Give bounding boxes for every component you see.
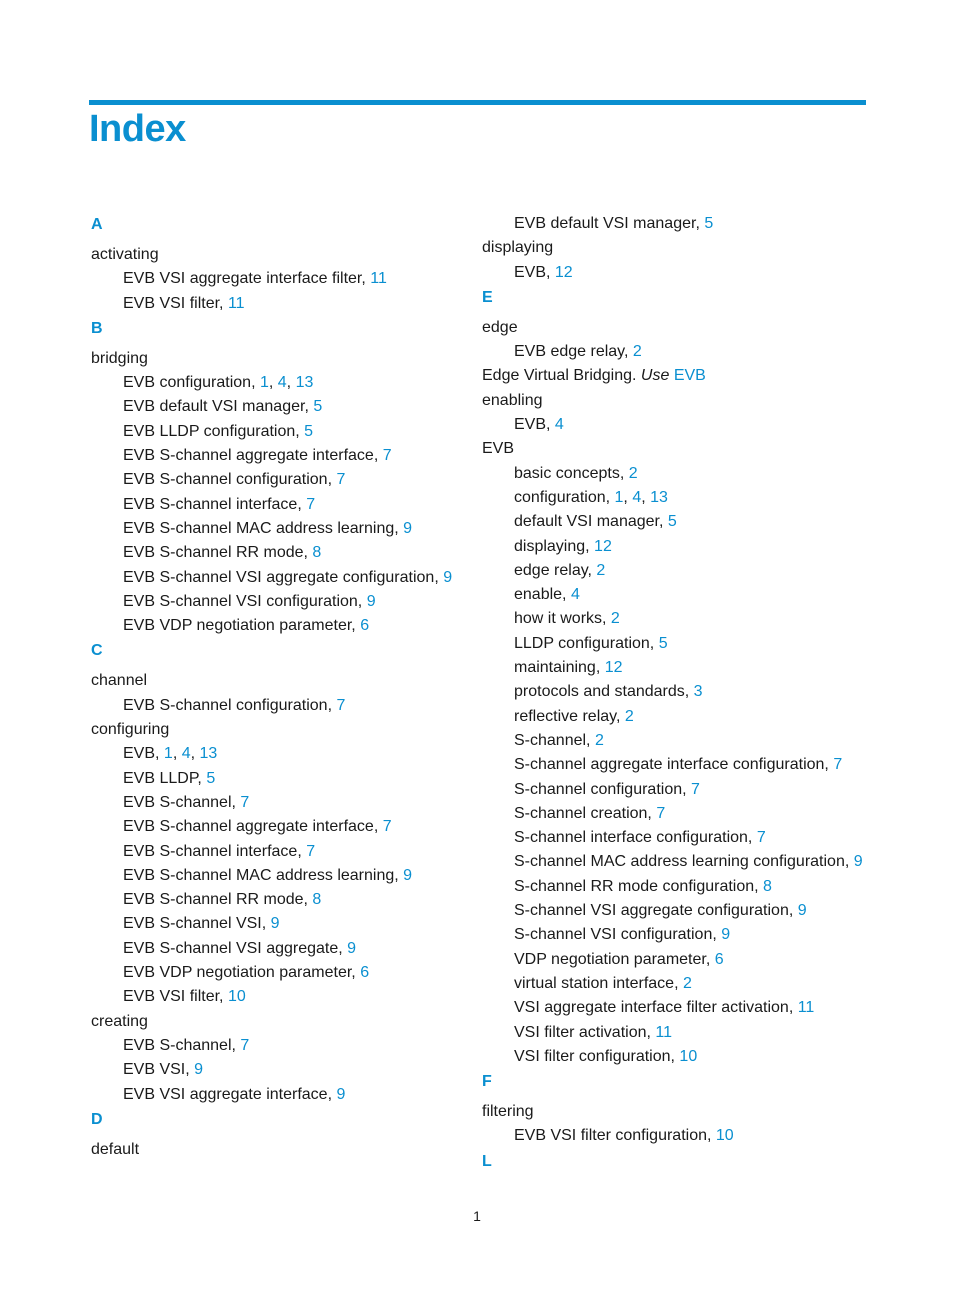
index-term: activating <box>91 246 159 263</box>
index-term: VSI aggregate interface filter activation, <box>514 999 798 1017</box>
page-separator: , <box>268 374 278 392</box>
index-term: EVB LLDP configuration, <box>123 422 305 440</box>
index-term: EVB S-channel VSI configuration, <box>123 592 367 610</box>
index-subentry <box>482 1045 902 1069</box>
page-link[interactable]: 4 <box>181 745 191 763</box>
index-subentry <box>482 632 902 656</box>
index-term: S-channel VSI aggregate configuration, <box>514 902 798 920</box>
index-term: EVB S-channel VSI aggregate, <box>123 939 348 957</box>
index-term: filtering <box>482 1103 534 1121</box>
page-link[interactable]: 12 <box>594 537 612 555</box>
page-link[interactable]: 5 <box>658 634 668 652</box>
index-subentry <box>91 985 471 1009</box>
page-link[interactable]: 5 <box>704 215 714 232</box>
index-subentry <box>482 486 902 510</box>
index-term: EVB, <box>514 416 555 434</box>
index-subentry <box>482 1021 902 1045</box>
index-subentry <box>482 1124 902 1148</box>
page-number: 1 <box>473 1208 481 1224</box>
index-subentry <box>91 840 471 864</box>
index-subentry <box>91 590 471 614</box>
index-subentry <box>91 815 471 839</box>
index-subentry <box>91 541 471 565</box>
index-subentry <box>482 680 902 704</box>
index-term: S-channel interface configuration, <box>514 829 757 847</box>
page-link[interactable]: 4 <box>277 374 287 392</box>
index-subentry <box>482 923 902 947</box>
page-separator: , <box>641 488 651 506</box>
page-title: Index <box>89 108 186 150</box>
page-link[interactable]: 6 <box>360 617 370 635</box>
index-term: EVB S-channel RR mode, <box>123 544 313 562</box>
page-link[interactable]: 2 <box>682 974 692 992</box>
page-link[interactable]: 9 <box>336 1085 346 1103</box>
page-link[interactable]: 12 <box>604 659 623 677</box>
index-subentry <box>91 566 471 590</box>
page-link[interactable]: 3 <box>693 683 703 701</box>
page-link[interactable]: 7 <box>656 804 666 822</box>
index-subentry <box>91 1058 471 1082</box>
page-link[interactable]: 5 <box>313 398 323 416</box>
index-term: EVB VSI, <box>123 1061 195 1079</box>
index-term: EVB S-channel VSI aggregate configuration, <box>123 568 444 586</box>
page-link[interactable]: 13 <box>295 374 314 392</box>
page-separator: , <box>623 488 633 506</box>
page-separator: , <box>172 745 182 763</box>
index-subentry <box>91 888 471 912</box>
index-term: EVB S-channel configuration, <box>123 696 337 714</box>
index-entry <box>91 243 471 267</box>
index-term: EVB configuration, <box>123 374 260 392</box>
index-letter-heading: C <box>91 642 103 660</box>
page-link[interactable]: 8 <box>312 544 322 562</box>
page-link[interactable]: 2 <box>596 561 606 579</box>
index-entry <box>91 669 471 693</box>
index-subentry <box>91 614 471 638</box>
index-letter-heading: D <box>91 1110 103 1128</box>
index-term: EVB S-channel RR mode, <box>123 891 313 909</box>
index-subentry <box>482 778 902 802</box>
index-subentry <box>482 413 902 437</box>
page-link[interactable]: 9 <box>194 1061 204 1079</box>
index-letter-heading: L <box>482 1152 492 1170</box>
page-separator: , <box>190 745 200 763</box>
index-subentry <box>91 742 471 766</box>
index-subentry <box>91 420 471 444</box>
index-term: EVB edge relay, <box>514 343 633 361</box>
index-entry <box>482 364 902 388</box>
index-term: VDP negotiation parameter, <box>514 950 715 968</box>
index-subentry <box>91 767 471 791</box>
page-link[interactable]: 10 <box>715 1127 734 1145</box>
page-link[interactable]: 9 <box>443 568 453 586</box>
index-column-left <box>91 212 471 1162</box>
page-link[interactable]: 7 <box>240 1036 250 1054</box>
index-term: EVB S-channel configuration, <box>123 471 337 489</box>
index-term: enable, <box>514 586 571 604</box>
index-term: EVB LLDP, <box>123 769 207 787</box>
page-link[interactable]: 9 <box>797 902 807 920</box>
index-letter-heading: F <box>482 1073 492 1091</box>
page-link[interactable]: 9 <box>347 939 357 957</box>
index-term: EVB S-channel interface, <box>123 842 307 860</box>
page-link[interactable]: 7 <box>240 793 250 811</box>
index-subentry <box>482 899 902 923</box>
page-link[interactable]: 5 <box>206 769 216 787</box>
index-entry <box>91 1138 471 1162</box>
index-subentry <box>482 212 902 236</box>
index-term: bridging <box>91 349 148 367</box>
page-separator: , <box>286 374 296 392</box>
index-subentry <box>91 694 471 718</box>
index-term: creating <box>91 1012 148 1030</box>
page-link[interactable]: 4 <box>570 586 580 604</box>
index-term: EVB VSI aggregate interface, <box>123 1085 337 1103</box>
index-term: EVB S-channel MAC address learning, <box>123 519 404 537</box>
see-also-label: Use <box>640 367 670 385</box>
index-term: configuration, <box>514 488 615 506</box>
page-link[interactable]: 12 <box>554 263 573 281</box>
index-subentry <box>482 462 902 486</box>
index-term: displaying <box>482 239 554 257</box>
index-term: EVB S-channel aggregate interface, <box>123 818 383 836</box>
page-link[interactable]: 11 <box>655 1023 672 1041</box>
index-term: EVB S-channel, <box>123 1036 241 1054</box>
index-term: how it works, <box>514 610 611 628</box>
page-link[interactable]: 6 <box>360 964 370 982</box>
page-link[interactable]: 11 <box>227 294 245 312</box>
index-subentry <box>482 826 902 850</box>
index-subentry <box>91 961 471 985</box>
index-term: LLDP configuration, <box>514 634 659 652</box>
page-link[interactable]: 2 <box>628 464 638 482</box>
index-term: EVB <box>482 440 515 458</box>
index-subentry <box>482 802 902 826</box>
index-subentry <box>482 340 902 364</box>
page-link[interactable]: 1 <box>614 488 624 506</box>
index-subentry <box>91 937 471 961</box>
index-subentry <box>482 753 902 777</box>
index-term: protocols and standards, <box>514 683 694 701</box>
index-term: S-channel, <box>514 731 595 749</box>
page-link[interactable]: 8 <box>312 891 322 909</box>
page-link[interactable]: 9 <box>403 519 413 537</box>
index-entry <box>91 1010 471 1034</box>
index-term: S-channel MAC address learning configuration, <box>514 853 854 871</box>
page-link[interactable]: 1 <box>259 374 269 392</box>
index-term: EVB default VSI manager, <box>514 215 705 232</box>
index-term: VSI filter activation, <box>514 1023 656 1041</box>
index-term: basic concepts, <box>514 464 629 482</box>
index-term: EVB VSI aggregate interface filter, <box>123 270 371 288</box>
index-term: S-channel RR mode configuration, <box>514 877 764 895</box>
index-entry <box>91 347 471 371</box>
index-term: S-channel VSI configuration, <box>514 926 722 944</box>
page-link[interactable]: 2 <box>610 610 620 628</box>
page-link[interactable]: 7 <box>691 780 700 798</box>
index-subentry <box>91 267 471 291</box>
page-link[interactable]: 9 <box>366 592 376 610</box>
page-link[interactable]: 11 <box>370 270 387 288</box>
page-link[interactable]: 13 <box>650 488 668 506</box>
title-rule <box>89 100 866 105</box>
index-entry <box>91 718 471 742</box>
index-subentry <box>91 395 471 419</box>
index-term: EVB VDP negotiation parameter, <box>123 964 361 982</box>
index-term: S-channel creation, <box>514 804 657 822</box>
page-link[interactable]: 7 <box>306 495 316 513</box>
index-letter-heading: E <box>482 288 493 306</box>
index-subentry <box>482 948 902 972</box>
index-term: EVB VDP negotiation parameter, <box>123 617 361 635</box>
index-subentry <box>91 791 471 815</box>
index-term: EVB S-channel aggregate interface, <box>123 447 383 465</box>
page-link[interactable]: 8 <box>763 877 772 895</box>
page-link[interactable]: 5 <box>667 513 677 531</box>
index-term: virtual station interface, <box>514 974 683 992</box>
index-subentry <box>482 850 902 874</box>
index-term: EVB S-channel MAC address learning, <box>123 866 404 884</box>
index-entry <box>482 316 902 340</box>
cross-reference-link[interactable]: EVB <box>673 367 706 385</box>
index-term: EVB VSI filter, <box>123 294 228 312</box>
index-term: channel <box>91 672 148 690</box>
page-link[interactable]: 9 <box>403 866 413 884</box>
page-link[interactable]: 6 <box>714 950 724 968</box>
page-link[interactable]: 9 <box>270 915 280 933</box>
index-subentry <box>91 1083 471 1107</box>
index-subentry <box>482 559 902 583</box>
index-term: default <box>91 1140 140 1158</box>
index-term: default VSI manager, <box>514 513 668 531</box>
page-link[interactable]: 10 <box>679 1047 698 1065</box>
page-link[interactable]: 7 <box>336 471 346 489</box>
index-term: EVB VSI filter configuration, <box>514 1127 716 1145</box>
index-subentry <box>91 444 471 468</box>
index-term: edge <box>482 318 518 336</box>
index-subentry <box>482 656 902 680</box>
page-link[interactable]: 2 <box>594 731 604 749</box>
index-subentry <box>91 1034 471 1058</box>
index-subentry <box>91 864 471 888</box>
index-letter-heading: A <box>91 216 103 233</box>
page-link[interactable]: 9 <box>853 853 863 871</box>
index-subentry <box>482 972 902 996</box>
page-link[interactable]: 2 <box>624 707 634 725</box>
page-link[interactable]: 4 <box>554 416 564 434</box>
index-subentry <box>482 729 902 753</box>
page-link[interactable]: 7 <box>756 829 766 847</box>
index-term: EVB default VSI manager, <box>123 398 314 416</box>
index-subentry <box>91 292 471 316</box>
page-link[interactable]: 5 <box>304 422 314 440</box>
page-link[interactable]: 7 <box>833 756 843 774</box>
index-entry <box>482 389 902 413</box>
index-term: displaying, <box>514 537 595 555</box>
index-term: EVB, <box>514 263 555 281</box>
index-entry <box>482 437 902 461</box>
index-term: EVB, <box>123 745 164 763</box>
index-subentry <box>482 583 902 607</box>
page-link[interactable]: 13 <box>199 745 218 763</box>
index-entry <box>482 236 902 260</box>
index-subentry <box>482 607 902 631</box>
index-term: EVB S-channel VSI, <box>123 915 271 933</box>
index-term: Edge Virtual Bridging. <box>482 367 641 385</box>
index-term: S-channel aggregate interface configuration, <box>514 756 834 774</box>
page-link[interactable]: 7 <box>306 842 316 860</box>
index-subentry <box>91 371 471 395</box>
page-link[interactable]: 11 <box>797 999 815 1017</box>
index-term: configuring <box>91 721 170 739</box>
index-subentry <box>91 468 471 492</box>
index-subentry <box>91 912 471 936</box>
page-link[interactable]: 7 <box>382 818 392 836</box>
index-term: edge relay, <box>514 561 597 579</box>
index-subentry <box>482 510 902 534</box>
page-link[interactable]: 4 <box>632 488 642 506</box>
index-subentry <box>482 996 902 1020</box>
index-term: EVB S-channel interface, <box>123 495 307 513</box>
index-subentry <box>482 705 902 729</box>
index-term: EVB S-channel, <box>123 793 241 811</box>
index-term: EVB VSI filter, <box>123 988 228 1006</box>
index-subentry <box>482 535 902 559</box>
index-term: S-channel configuration, <box>514 780 691 798</box>
index-letter-heading: B <box>91 319 103 337</box>
page-link[interactable]: 2 <box>632 343 642 361</box>
page-link[interactable]: 7 <box>336 696 346 714</box>
index-subentry <box>91 517 471 541</box>
page-link[interactable]: 1 <box>163 745 173 763</box>
index-subentry <box>482 875 902 899</box>
page-link[interactable]: 7 <box>382 447 392 465</box>
index-term: enabling <box>482 391 543 409</box>
page-link[interactable]: 10 <box>227 988 246 1006</box>
index-term: VSI filter configuration, <box>514 1047 680 1065</box>
index-entry <box>482 1100 902 1124</box>
index-subentry <box>482 261 902 285</box>
index-subentry <box>91 493 471 517</box>
page-link[interactable]: 9 <box>721 926 731 944</box>
index-column-right <box>482 212 902 1180</box>
index-term: reflective relay, <box>514 707 625 725</box>
index-term: maintaining, <box>514 659 605 677</box>
